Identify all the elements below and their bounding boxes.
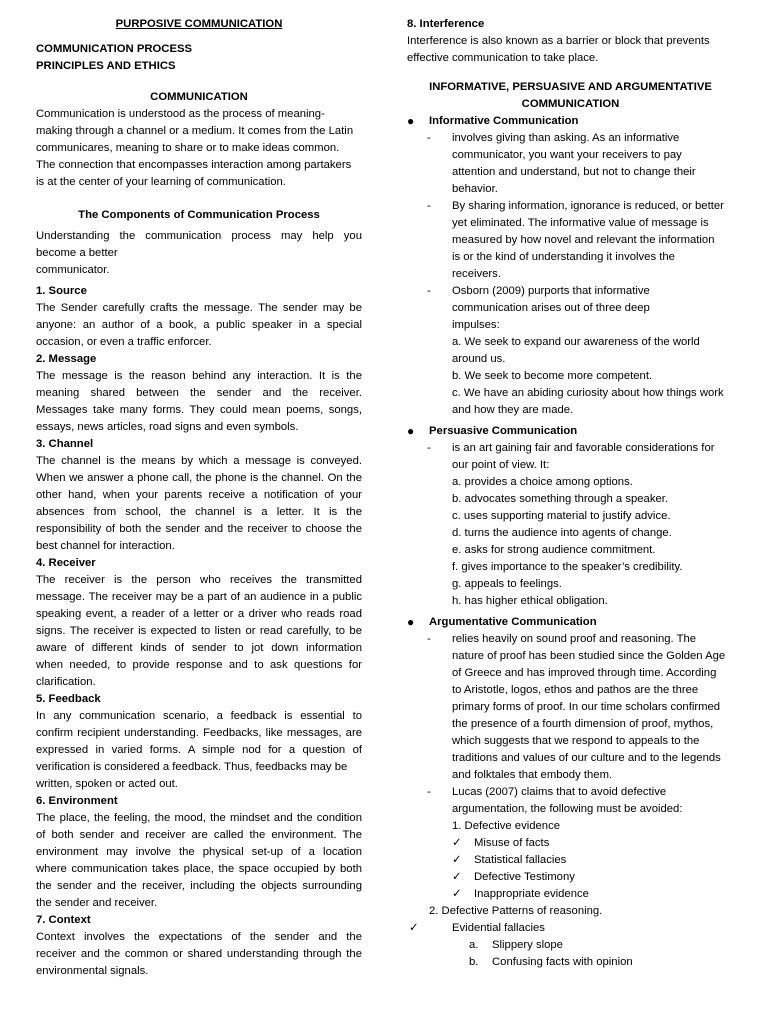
dash-icon: - (427, 786, 431, 798)
bullet-icon: ● (407, 114, 415, 128)
section-title: 1. Source (36, 285, 87, 297)
list-item (407, 283, 734, 419)
list-line: Osborn (2009) purports that informative (452, 285, 650, 297)
bullet-title: Argumentative Communication (429, 616, 597, 628)
section-line: written, spoken or acted out. (36, 778, 178, 790)
section-context (36, 912, 362, 980)
alpha-marker: b. (469, 956, 479, 968)
list-line: By sharing information, ignorance is reduced, or better (452, 200, 724, 212)
persuasive-section (407, 423, 734, 440)
section-line: message. The receiver may be a part of an audience in a public (36, 591, 362, 603)
section-line: clarification. (36, 676, 96, 688)
check-item (407, 920, 734, 937)
section-line: best channel for interaction. (36, 540, 175, 552)
section-line: meaning shared between the sender and the receiver. (36, 387, 362, 399)
list-line: behavior. (452, 183, 498, 195)
section-line: aware of different kinds of sender to jot down information (36, 642, 362, 654)
alpha-item (407, 954, 734, 971)
components-heading: The Components of Communication Process (78, 209, 320, 221)
list-line: receivers. (452, 268, 501, 280)
section-feedback (36, 691, 362, 793)
list-line: yet eliminated. The informative value of message is (452, 217, 709, 229)
section-title: 3. Channel (36, 438, 94, 450)
section-line: Interference is also known as a barrier or block that prevents (407, 35, 710, 47)
intro-line: is at the center of your learning of communication. (36, 176, 286, 188)
list-line: of Greece and has improved through time. According (452, 667, 717, 679)
section-line: Messages take many forms. They could mean poems, songs, (36, 404, 362, 416)
section-title: 4. Receiver (36, 557, 96, 569)
list-line: a. provides a choice among options. (452, 476, 633, 488)
intro-line: making through a channel or a medium. It comes from the Latin (36, 125, 354, 137)
informative-section (407, 113, 734, 130)
list-line: a. We seek to expand our awareness of the world (452, 336, 700, 348)
section-message (36, 351, 362, 436)
check-icon: ✓ (409, 922, 419, 934)
list-line: b. We seek to become more competent. (452, 370, 653, 382)
list-line: our point of view. It: (452, 459, 550, 471)
argumentative-section (407, 614, 734, 631)
components-intro-line: Understanding the communication process may help you (36, 230, 362, 242)
check-icon: ✓ (452, 871, 462, 883)
section-title: 5. Feedback (36, 693, 101, 705)
dash-icon: - (427, 132, 431, 144)
section-line: when needed, to provide response and to ask questions for (36, 659, 362, 671)
section-line: occasion, or even a traffic enforcer. (36, 336, 212, 348)
section-line: speaking event, a reader of a letter or a driver who reads road (36, 608, 362, 620)
section-line: essays, news articles, road signs and even symbols. (36, 421, 299, 433)
check-icon: ✓ (452, 854, 462, 866)
list-line: attention and understand, but not to change their (452, 166, 696, 178)
section-line: the sender and the receiver, including the objects surrounding (36, 880, 362, 892)
list-line: relies heavily on sound proof and reasoning. The (452, 633, 697, 645)
list-line: c. uses supporting material to justify advice. (452, 510, 671, 522)
section-line: environment may involve the physical set-up of a location (36, 846, 362, 858)
check-label: Misuse of facts (474, 837, 550, 849)
bullet-title: Persuasive Communication (429, 425, 578, 437)
section-line: In any communication scenario, a feedback is essential to (36, 710, 362, 722)
list-line: argumentation, the following must be avoided: (452, 803, 683, 815)
dash-icon: - (427, 442, 431, 454)
subtitle-line: PRINCIPLES AND ETHICS (36, 60, 176, 72)
list-line: involves giving than asking. As an informative (452, 132, 680, 144)
section-receiver (36, 555, 362, 691)
section-line: The channel is the means by which a message is conveyed. (36, 455, 362, 467)
check-label: Defective Testimony (474, 871, 575, 883)
bullet-icon: ● (407, 615, 415, 629)
list-line: g. appeals to feelings. (452, 578, 562, 590)
section-line: receiver and the common or shared understanding through the (36, 948, 362, 960)
list-item (407, 784, 734, 835)
bullet-icon: ● (407, 424, 415, 438)
list-line: traditions and values of our culture and to the legends (452, 752, 721, 764)
list-line: is an art gaining fair and favorable considerations for (452, 442, 715, 454)
list-item (407, 198, 734, 283)
check-icon: ✓ (452, 888, 462, 900)
list-line: b. advocates something through a speaker. (452, 493, 669, 505)
section-line: environmental signals. (36, 965, 149, 977)
list-line: and folktales that embody them. (452, 769, 613, 781)
section-line: the sender and receiver. (36, 897, 158, 909)
section-line: Context involves the expectations of the sender and the (36, 931, 362, 943)
section-line: expressed in varied forms. A simple nod for a question of (36, 744, 362, 756)
section-title: 6. Environment (36, 795, 118, 807)
list-line: impulses: (452, 319, 500, 331)
list-line: communicator, you want your receivers to pay (452, 149, 682, 161)
alpha-label: Slippery slope (492, 939, 563, 951)
components-intro-line: become a better (36, 247, 118, 259)
section-source (36, 283, 362, 351)
communication-intro (36, 106, 362, 191)
list-line: measured by how novel and relevant the information (452, 234, 715, 246)
section-line: where communication takes place, the space occupied by both (36, 863, 362, 875)
types-heading-line: COMMUNICATION (521, 98, 620, 110)
components-intro (36, 228, 362, 279)
section-line: other hand, when your parents receive a notification of your (36, 489, 362, 501)
list-line: h. has higher ethical obligation. (452, 595, 608, 607)
dash-icon: - (427, 285, 431, 297)
document-subtitle (36, 41, 362, 75)
intro-line: Communication is understood as the process of meaning- (36, 108, 325, 120)
list-line: d. turns the audience into agents of change. (452, 527, 672, 539)
section-line: The receiver is the person who receives the transmitted (36, 574, 362, 586)
check-label: Evidential fallacies (452, 922, 545, 934)
check-item (407, 869, 734, 886)
document-title: PURPOSIVE COMMUNICATION (115, 18, 283, 30)
section-line: responsibility of both the sender and the receiver to choose the (36, 523, 362, 535)
check-item (407, 886, 734, 903)
intro-line: The connection that encompasses interaction among partakers (36, 159, 352, 171)
check-label: Inappropriate evidence (474, 888, 589, 900)
list-item (407, 440, 734, 610)
section-title: 2. Message (36, 353, 97, 365)
list-line: 1. Defective evidence (452, 820, 561, 832)
section-environment (36, 793, 362, 912)
left-column (36, 16, 362, 980)
list-line: to Aristotle, logos, ethos and pathos are the three (452, 684, 699, 696)
section-line: anyone: an author of a book, a public speaker in a special (36, 319, 362, 331)
section-channel (36, 436, 362, 555)
right-column (407, 16, 734, 971)
types-heading (407, 79, 734, 113)
list-line: c. We have an abiding curiosity about how things work (452, 387, 724, 399)
list-item (407, 631, 734, 784)
alpha-label: Confusing facts with opinion (492, 956, 633, 968)
section-interference (407, 16, 734, 67)
list-line: and how they are made. (452, 404, 574, 416)
list-line: is or the kind of understanding it involves the (452, 251, 675, 263)
list-line: f. gives importance to the speaker’s credibility. (452, 561, 683, 573)
check-label: Statistical fallacies (474, 854, 567, 866)
list-line: the presence of a fourth dimension of proof, mythos, (452, 718, 714, 730)
alpha-item (407, 937, 734, 954)
section-title: 8. Interference (407, 18, 485, 30)
list-line: communication arises out of three deep (452, 302, 650, 314)
check-item (407, 835, 734, 852)
section-line: of both sender and receiver are called the environment. The (36, 829, 362, 841)
components-intro-line: communicator. (36, 264, 110, 276)
section-title: 7. Context (36, 914, 91, 926)
check-icon: ✓ (452, 837, 462, 849)
alpha-marker: a. (469, 939, 479, 951)
types-heading-line: INFORMATIVE, PERSUASIVE AND ARGUMENTATIVE (429, 81, 712, 93)
section-line: The message is the reason behind any interaction. It is the (36, 370, 362, 382)
dash-icon: - (427, 200, 431, 212)
section-line: confirm recipient understanding. Feedbacks, like messages, are (36, 727, 362, 739)
section-line: When we answer a phone call, the phone is the channel. On the (36, 472, 362, 484)
list-line: nature of proof has been studied since the Golden Age (452, 650, 726, 662)
list-item (407, 130, 734, 198)
dash-icon: - (427, 633, 431, 645)
list-line: around us. (452, 353, 506, 365)
section-line: effective communication to take place. (407, 52, 599, 64)
bullet-title: Informative Communication (429, 115, 579, 127)
communication-heading: COMMUNICATION (150, 91, 248, 103)
list-line: e. asks for strong audience commitment. (452, 544, 656, 556)
section-line: absences from school, the channel is a letter. It is the (36, 506, 362, 518)
section-line: verification is considered a feedback. Thus, feedbacks may be (36, 761, 348, 773)
check-item (407, 852, 734, 869)
defective-patterns-label: 2. Defective Patterns of reasoning. (429, 905, 603, 917)
list-line: primary forms of proof. In our time scholars confirmed (452, 701, 721, 713)
subtitle-line: COMMUNICATION PROCESS (36, 43, 193, 55)
section-line: The place, the feeling, the mood, the mindset and the condition (36, 812, 362, 824)
list-line: which suggests that we respond to appeals to the (452, 735, 700, 747)
section-line: The Sender carefully crafts the message. The sender may be (36, 302, 362, 314)
section-line: signs. The receiver is expected to listen or read carefully, to be (36, 625, 362, 637)
list-line: Lucas (2007) claims that to avoid defective (452, 786, 667, 798)
intro-line: communicares, meaning to share or to make ideas common. (36, 142, 340, 154)
